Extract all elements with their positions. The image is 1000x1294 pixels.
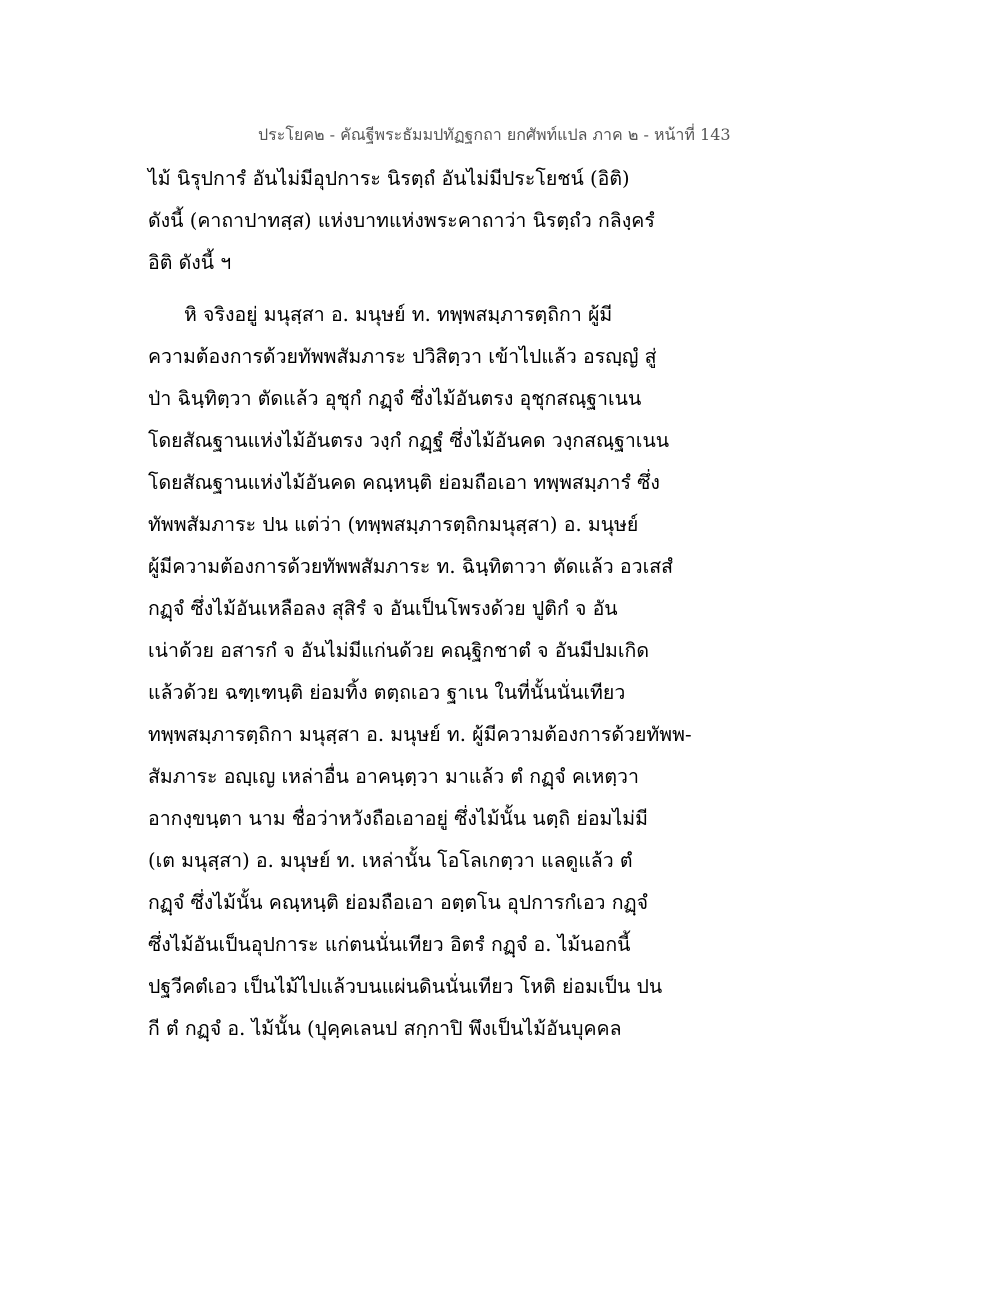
text-line: สัมภาระ อญฺเญ เหล่าอื่น อาคนฺตฺวา มาแล้ว ตํ กฏฺจํ คเหตฺวา: [148, 765, 639, 788]
text-line: (เต มนุสฺสา) อ. มนุษย์ ท. เหล่านั้น โอโลเกตฺวา แลดูแล้ว ตํ: [148, 849, 633, 872]
text-line: ทัพพสัมภาระ ปน แต่ว่า (ทพฺพสมฺภารตฺถิกมนุสฺสา) อ. มนุษย์: [148, 513, 639, 536]
text-line: โดยสัณฐานแห่งไม้อันตรง วงฺกํ กฏฺฐํ ซึ่งไม้อันคด วงฺกสณฺฐาเนน: [148, 429, 670, 452]
text-line: กฏฺจํ ซึ่งไม้นั้น คณฺหนฺติ ย่อมถือเอา อตฺตโน อุปการกํเอว กฏฺจํ: [148, 891, 649, 914]
text-line: แล้วด้วย ฉฑฺเฑนฺติ ย่อมทิ้ง ตตฺถเอว ฐาเน ในที่นั้นนั่นเทียว: [148, 681, 626, 704]
text-line: ผู้มีความต้องการด้วยทัพพสัมภาระ ท. ฉินฺทิตาวา ตัดแล้ว อวเสสํ: [148, 555, 674, 578]
running-header: ประโยค๒ - คัณฐีพระธัมมปทัฏฐกถา ยกศัพท์แปล ภาค ๒ - หน้าที่ 143: [258, 125, 731, 144]
text-line: อิติ ดังนี้ ฯ: [148, 251, 232, 274]
text-line: ซึ่งไม้อันเป็นอุปการะ แก่ตนนั่นเทียว อิตรํ กฏฺจํ อ. ไม้นอกนี้: [148, 933, 631, 956]
text-line: ดังนี้ (คาถาปาทสฺส) แห่งบาทแห่งพระคาถาว่า นิรตฺถํว กลิงฺครํ: [148, 209, 655, 232]
paragraph-first-line: หิ จริงอยู่ มนุสฺสา อ. มนุษย์ ท. ทพฺพสมฺภารตฺถิกา ผู้มี: [184, 303, 613, 326]
text-line: ทพฺพสมฺภารตฺถิกา มนุสฺสา อ. มนุษย์ ท. ผู้มีความต้องการด้วยทัพพ-: [148, 723, 692, 746]
text-line: ความต้องการด้วยทัพพสัมภาระ ปวิสิตฺวา เข้าไปแล้ว อรญฺญํ สู่: [148, 345, 657, 368]
text-line: ป่า ฉินฺทิตฺวา ตัดแล้ว อุชุกํ กฏฺจํ ซึ่งไม้อันตรง อุชุกสณฺฐาเนน: [148, 387, 642, 410]
text-line: กี ตํ กฏฺจํ อ. ไม้นั้น (ปุคฺคเลนป สกฺกาปิ พึงเป็นไม้อันบุคคล: [148, 1017, 622, 1040]
text-line: ไม้ นิรุปการํ อันไม่มีอุปการะ นิรตฺถํ อันไม่มีประโยชน์ (อิติ): [148, 167, 630, 190]
text-line: กฏฺจํ ซึ่งไม้อันเหลือลง สุสิรํ จ อันเป็นโพรงด้วย ปูติกํ จ อัน: [148, 597, 618, 620]
text-line: โดยสัณฐานแห่งไม้อันคด คณฺหนฺติ ย่อมถือเอา ทพฺพสมฺภารํ ซึ่ง: [148, 471, 660, 494]
text-line: เน่าด้วย อสารกํ จ อันไม่มีแก่นด้วย คณฺฐิกชาตํ จ อันมีปมเกิด: [148, 639, 649, 662]
text-line: อากงฺขนฺตา นาม ชื่อว่าหวังถือเอาอยู่ ซึ่งไม้นั้น นตฺถิ ย่อมไม่มี: [148, 807, 648, 830]
text-line: ปฐวีคตํเอว เป็นไม้ไปแล้วบนแผ่นดินนั่นเทียว โหติ ย่อมเป็น ปน: [148, 975, 663, 998]
body-text: [148, 158, 708, 1050]
